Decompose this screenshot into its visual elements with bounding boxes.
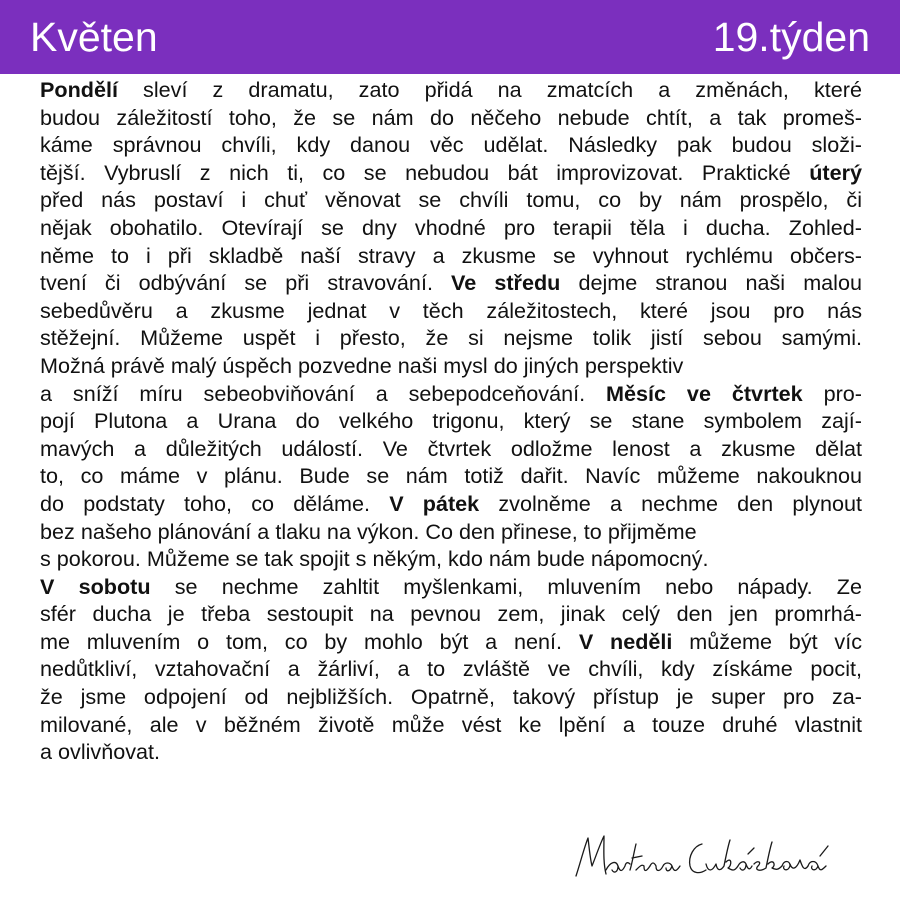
text-line (40, 186, 862, 214)
text-line (40, 214, 862, 242)
text-segment: bez našeho plánování a tlaku na výkon. Co den přinese, to přijměme (40, 518, 697, 544)
text-line (40, 738, 862, 766)
day-highlight: V pátek (389, 490, 480, 516)
text-segment: něme to i při skladbě naší stravy a zkusme se vyhnout rychlému občers- (40, 242, 862, 268)
text-line (40, 324, 862, 352)
text-segment: tější. Vybruslí z nich ti, co se nebudou bát improvizovat. Praktické (40, 159, 810, 185)
text-line (40, 242, 862, 270)
text-line (40, 159, 862, 187)
text-line (40, 435, 862, 463)
day-highlight: Pondělí (40, 77, 118, 102)
week-label: 19.týden (712, 14, 870, 60)
text-line (40, 683, 862, 711)
text-segment: s pokorou. Můžeme se tak spojit s někým, kdo nám bude nápomocný. (40, 546, 709, 572)
horoscope-text (40, 76, 862, 766)
day-highlight: V neděli (578, 628, 673, 654)
text-segment: budou záležitostí toho, že se nám do něčeho nebude chtít, a tak promeš- (40, 104, 862, 130)
text-segment: nějak obohatilo. Otevírají se dny vhodné pro terapii těla i ducha. Zohled- (40, 214, 862, 240)
text-segment: tvení či odbývání se při stravování. (40, 270, 452, 296)
text-segment: sleví z dramatu, zato přidá na zmatcích a změnách, které (117, 77, 862, 102)
signature-image (570, 826, 870, 886)
text-segment: nedůtkliví, vztahovační a žárliví, a to zvláště ve chvíli, kdy získáme pocit, (40, 656, 862, 682)
text-segment: a ovlivňovat. (40, 739, 161, 765)
text-segment: že jsme odpojení od nejbližších. Opatrně, takový přístup je super pro za- (40, 684, 862, 710)
text-segment: to, co máme v plánu. Bude se nám totiž dařit. Navíc můžeme nakouknou (40, 463, 862, 489)
text-segment: káme správnou chvíli, kdy danou věc udělat. Následky pak budou složi- (40, 132, 862, 158)
text-segment: Možná právě malý úspěch pozvedne naši mysl do jiných perspektiv (40, 352, 684, 378)
text-line (40, 104, 862, 132)
text-segment: zvolněme a nechme den plynout (479, 490, 863, 516)
text-line (40, 76, 862, 104)
text-line (40, 545, 862, 573)
text-segment: před nás postaví i chuť věnovat se chvíli tomu, co by nám prospělo, či (40, 187, 862, 213)
text-line (40, 297, 862, 325)
text-line (40, 269, 862, 297)
text-segment: dejme stranou naši malou (560, 270, 863, 296)
text-segment: sebedůvěru a zkusme jednat v těch záležitostech, které jsou pro nás (40, 297, 862, 323)
text-segment: do podstaty toho, co děláme. (40, 490, 390, 516)
text-segment: milované, ale v běžném životě může vést ke lpění a touze druhé vlastnit (40, 711, 862, 737)
month-title: Květen (30, 14, 158, 60)
text-line (40, 573, 862, 601)
text-line (40, 628, 862, 656)
text-segment: stěžejní. Můžeme uspět i přesto, že si nejsme tolik jistí sebou samými. (40, 325, 862, 351)
text-line (40, 352, 862, 380)
text-line (40, 711, 862, 739)
text-segment: a sníží míru sebeobviňování a sebepodceňování. (40, 380, 607, 406)
day-highlight: Měsíc ve čtvrtek (606, 380, 803, 406)
text-line (40, 655, 862, 683)
day-highlight: V sobotu (40, 573, 151, 599)
day-highlight: úterý (809, 159, 862, 185)
text-line (40, 518, 862, 546)
text-segment: pojí Plutona a Urana do velkého trigonu, který se stane symbolem zají- (40, 408, 862, 434)
text-segment: sfér ducha je třeba sestoupit na pevnou zem, jinak celý den jen promrhá- (40, 601, 862, 627)
text-segment: me mluvením o tom, co by mohlo být a není. (40, 628, 579, 654)
text-line (40, 490, 862, 518)
text-line (40, 407, 862, 435)
text-segment: pro- (802, 380, 862, 406)
text-line (40, 600, 862, 628)
text-segment: mavých a důležitých událostí. Ve čtvrtek odložme lenost a zkusme dělat (40, 435, 862, 461)
text-line (40, 131, 862, 159)
text-segment: můžeme být víc (672, 628, 863, 654)
text-line (40, 462, 862, 490)
text-line (40, 380, 862, 408)
day-highlight: Ve středu (451, 270, 561, 296)
header-bar (0, 0, 900, 74)
text-segment: se nechme zahltit myšlenkami, mluvením nebo nápady. Ze (150, 573, 862, 599)
